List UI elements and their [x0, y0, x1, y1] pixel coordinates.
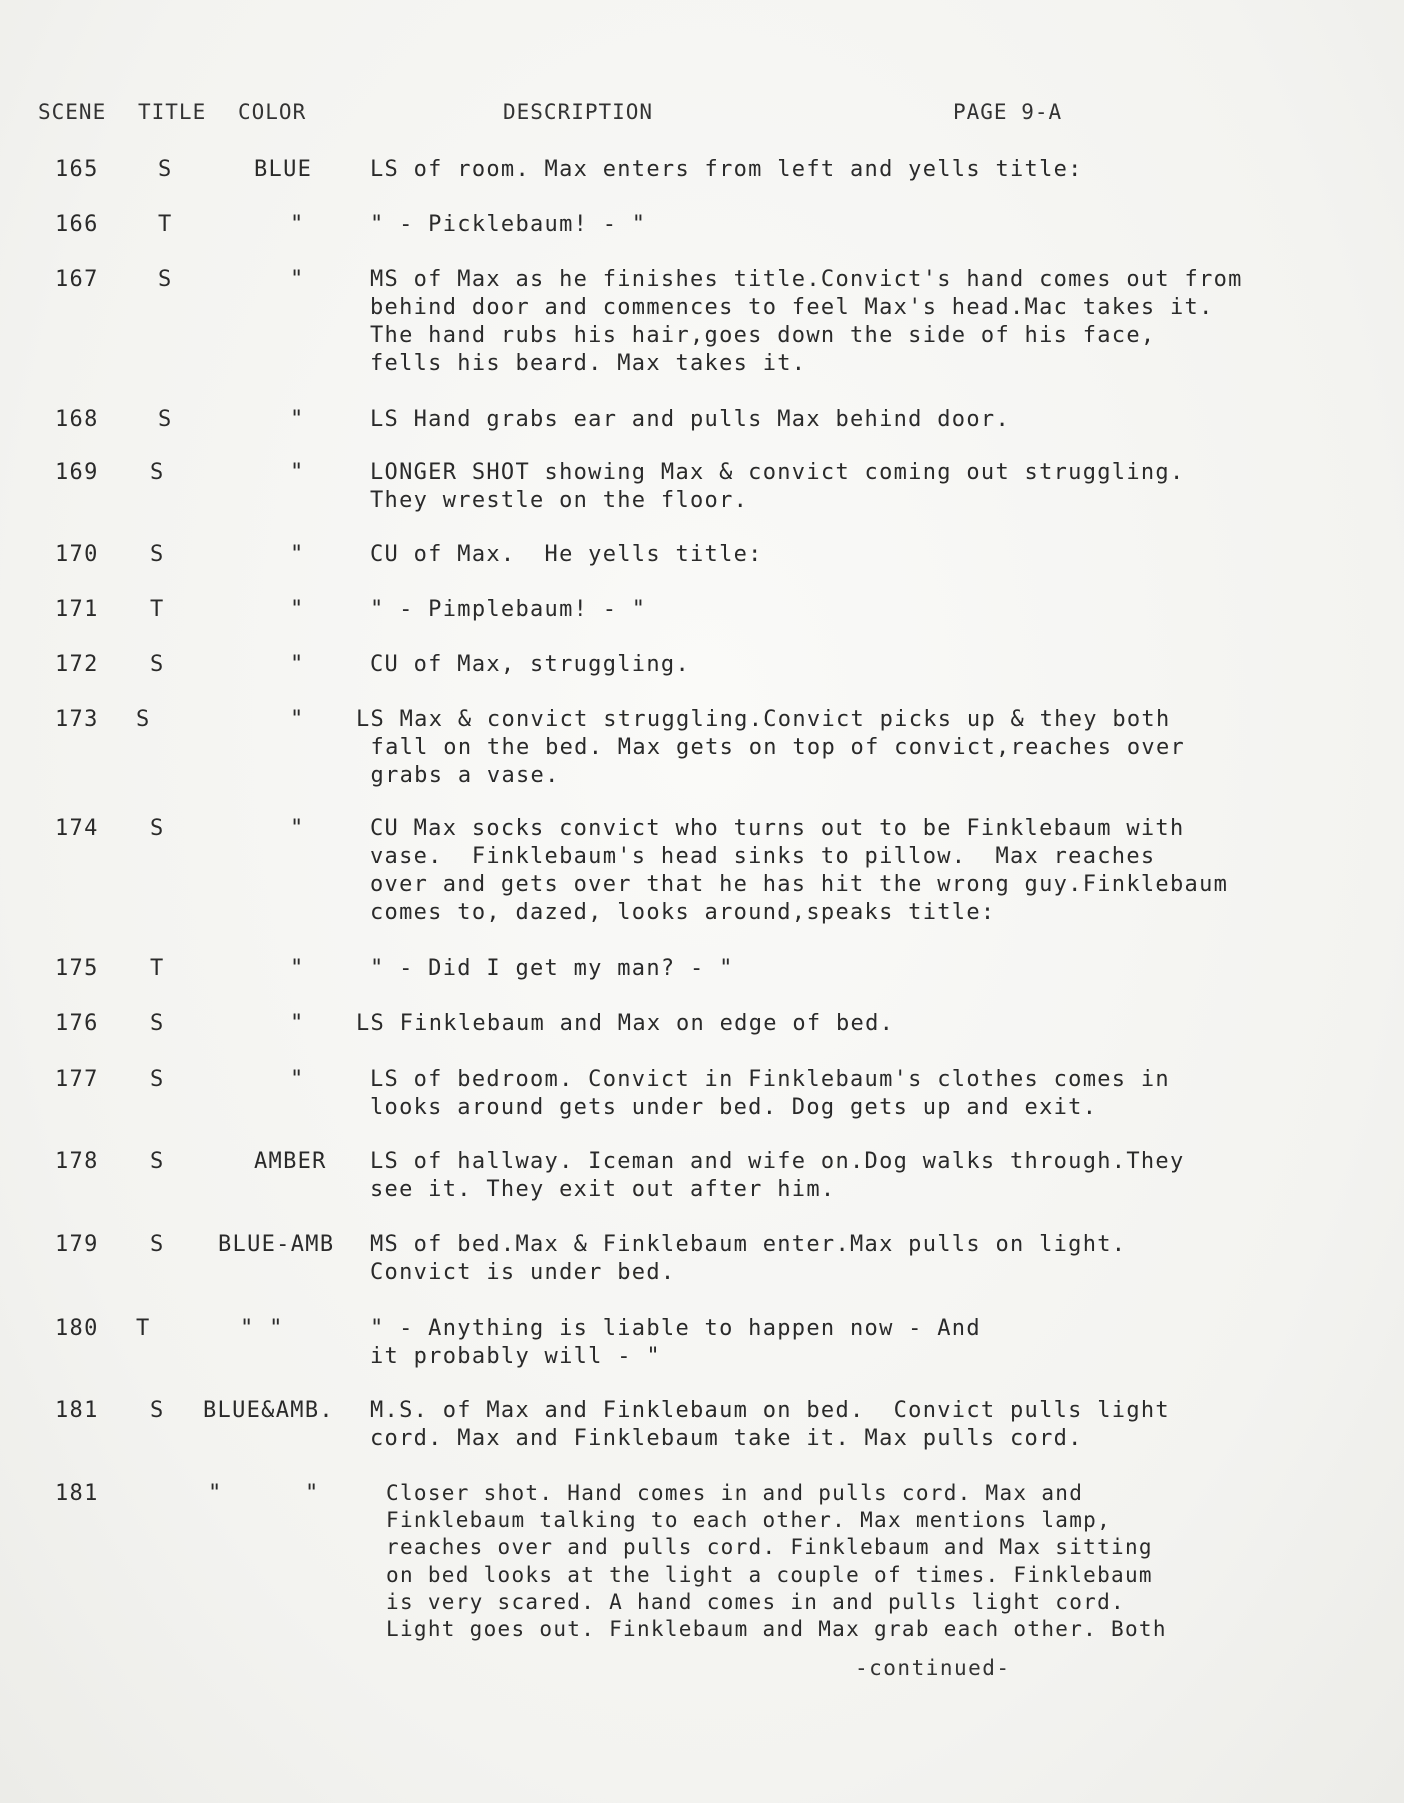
- scene-color: ": [290, 1067, 305, 1092]
- scene-number: 181: [55, 1481, 99, 1506]
- header-title: TITLE: [138, 100, 207, 124]
- header-description: DESCRIPTION: [503, 100, 654, 124]
- scene-color: ": [290, 597, 305, 622]
- scene-type: S: [158, 267, 173, 292]
- scene-type: S: [150, 1067, 165, 1092]
- scene-number: 165: [55, 157, 99, 182]
- scene-description: LS of hallway. Iceman and wife on.Dog walks through.They see it. They exit out after him.: [370, 1149, 1185, 1202]
- scene-description: " - Pimplebaum! - ": [370, 597, 647, 622]
- scene-number: 167: [55, 267, 99, 292]
- scene-type: ": [208, 1481, 223, 1506]
- scene-description: Closer shot. Hand comes in and pulls cord. Max and Finklebaum talking to each other. Max mentions lamp, reaches over and pulls cord. Finklebaum and Max sitting on bed looks at the light a couple of times. Finklebaum is very scared. A hand comes in and pulls light cord. Light goes out. Finklebaum and Max grab each other. Both: [386, 1481, 1167, 1642]
- scene-description: " - Picklebaum! - ": [370, 212, 647, 237]
- scene-color: ": [290, 956, 305, 981]
- scene-number: 181: [55, 1398, 99, 1423]
- scene-description: LS Hand grabs ear and pulls Max behind door.: [370, 407, 1010, 432]
- scene-description: MS of Max as he finishes title.Convict's hand comes out from behind door and commences to feel Max's head.Mac takes it. The hand rubs his hair,goes down the side of his face, fells his beard. Max takes it.: [370, 267, 1243, 376]
- scene-number: 174: [55, 816, 99, 841]
- scene-color: ": [305, 1481, 320, 1506]
- page-number: PAGE 9-A: [953, 100, 1063, 124]
- scene-number: 177: [55, 1067, 99, 1092]
- scene-color: ": [290, 707, 305, 732]
- scene-type: S: [150, 1398, 165, 1423]
- header-scene: SCENE: [38, 100, 107, 124]
- scene-description: " - Did I get my man? - ": [370, 956, 734, 981]
- scene-description: " - Anything is liable to happen now - And it probably will - ": [370, 1316, 981, 1369]
- scene-color: AMBER: [254, 1149, 327, 1174]
- scene-description: CU of Max. He yells title:: [370, 542, 763, 567]
- scene-color: ": [290, 816, 305, 841]
- scene-description: M.S. of Max and Finklebaum on bed. Convict pulls light cord. Max and Finklebaum take it. Max pulls cord.: [370, 1398, 1170, 1451]
- scene-description: LS of bedroom. Convict in Finklebaum's clothes comes in looks around gets under bed. Dog gets up and exit.: [370, 1067, 1170, 1120]
- scene-description: LS Finklebaum and Max on edge of bed.: [356, 1011, 895, 1036]
- scene-type: T: [150, 597, 165, 622]
- scene-description: LS Max & convict struggling.Convict picks up & they both fall on the bed. Max gets on top of convict,reaches over grabs a vase.: [356, 707, 1186, 788]
- scene-color: ": [290, 212, 305, 237]
- scene-type: S: [150, 1149, 165, 1174]
- scene-type: T: [136, 1316, 151, 1341]
- scene-description: MS of bed.Max & Finklebaum enter.Max pulls on light. Convict is under bed.: [370, 1232, 1127, 1285]
- scene-color: ": [290, 267, 305, 292]
- scene-type: T: [158, 212, 173, 237]
- scene-description: CU of Max, struggling.: [370, 652, 690, 677]
- scene-color: ": [290, 407, 305, 432]
- scene-description: LS of room. Max enters from left and yells title:: [370, 157, 1083, 182]
- scene-number: 180: [55, 1316, 99, 1341]
- scene-type: S: [150, 1011, 165, 1036]
- scene-color: ": [290, 460, 305, 485]
- scene-color: " ": [240, 1316, 284, 1341]
- scene-description: CU Max socks convict who turns out to be Finklebaum with vase. Finklebaum's head sinks to pillow. Max reaches over and gets over that he has hit the wrong guy.Finklebaum comes to, dazed, looks around,speaks title:: [370, 816, 1229, 925]
- scene-color: ": [290, 652, 305, 677]
- scene-type: S: [150, 460, 165, 485]
- scene-type: S: [136, 707, 151, 732]
- scene-number: 171: [55, 597, 99, 622]
- scene-number: 179: [55, 1232, 99, 1257]
- scene-number: 175: [55, 956, 99, 981]
- scene-type: S: [150, 542, 165, 567]
- scene-color: BLUE-AMB: [218, 1232, 335, 1257]
- scene-number: 168: [55, 407, 99, 432]
- scene-type: S: [150, 1232, 165, 1257]
- scene-number: 166: [55, 212, 99, 237]
- header-color: COLOR: [238, 100, 307, 124]
- scene-number: 172: [55, 652, 99, 677]
- continued-label: -continued-: [855, 1656, 1011, 1680]
- scene-number: 170: [55, 542, 99, 567]
- scene-number: 176: [55, 1011, 99, 1036]
- scene-type: S: [150, 652, 165, 677]
- scene-type: S: [150, 816, 165, 841]
- scene-type: S: [158, 407, 173, 432]
- scene-color: BLUE: [254, 157, 313, 182]
- scene-color: BLUE&AMB.: [203, 1398, 334, 1423]
- scene-color: ": [290, 1011, 305, 1036]
- scene-number: 178: [55, 1149, 99, 1174]
- scene-number: 173: [55, 707, 99, 732]
- scene-type: S: [158, 157, 173, 182]
- scene-description: LONGER SHOT showing Max & convict coming out struggling. They wrestle on the floor.: [370, 460, 1185, 513]
- scene-type: T: [150, 956, 165, 981]
- scene-color: ": [290, 542, 305, 567]
- scene-number: 169: [55, 460, 99, 485]
